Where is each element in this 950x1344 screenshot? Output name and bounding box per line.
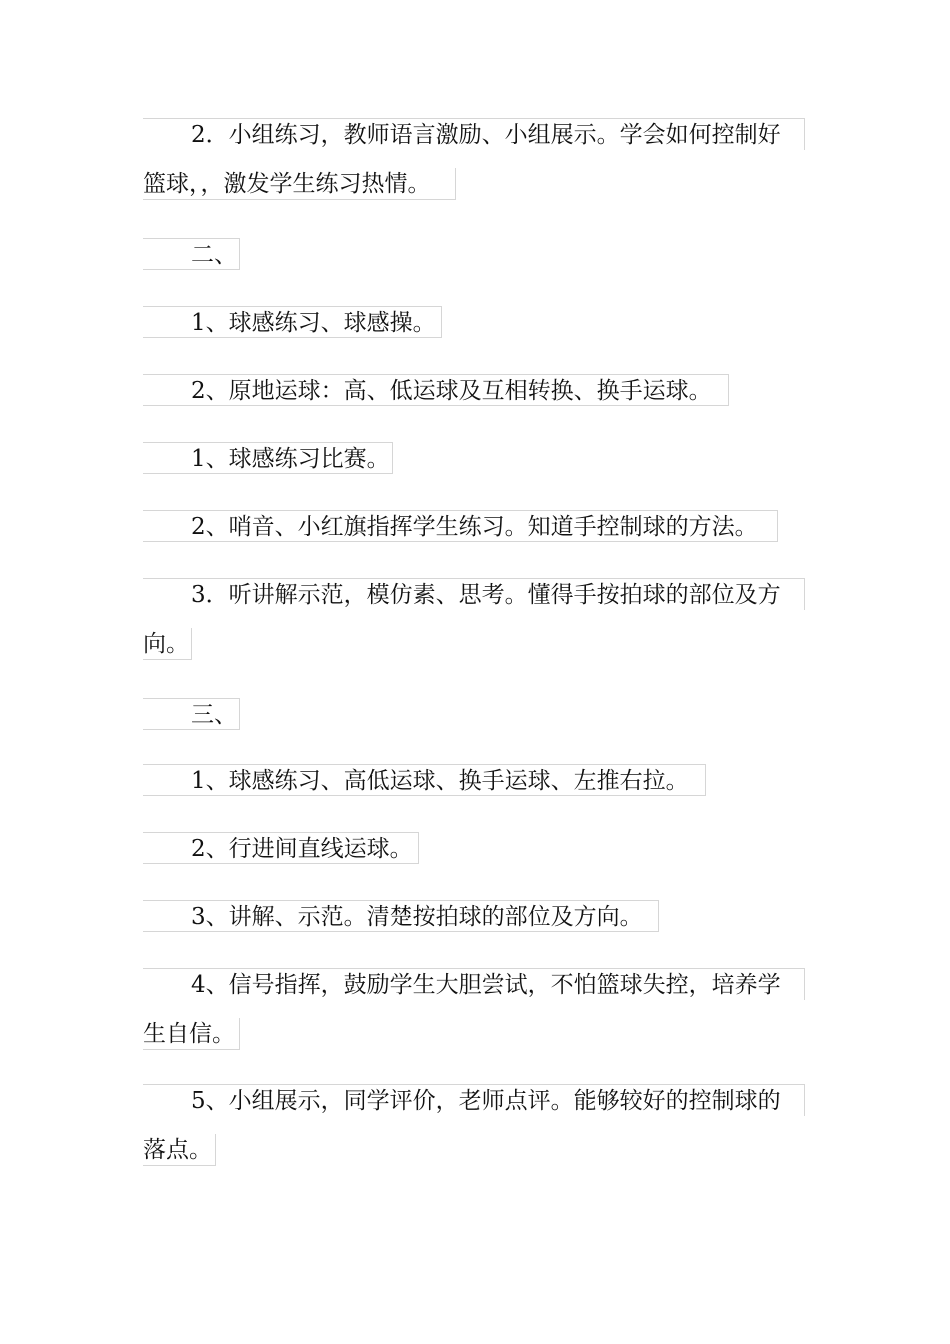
paragraph-line: 1、球感练习比赛。: [143, 442, 393, 474]
paragraph-line: 3、讲解、示范。清楚按拍球的部位及方向。: [143, 900, 659, 932]
paragraph-line: 落点。: [143, 1134, 216, 1166]
section-heading-3: 三、: [143, 698, 240, 730]
paragraph-line: 1、球感练习、高低运球、换手运球、左推右拉。: [143, 764, 706, 796]
paragraph-line: 4、信号指挥，鼓励学生大胆尝试，不怕篮球失控，培养学: [143, 968, 805, 1000]
paragraph-line: 向。: [143, 628, 192, 660]
paragraph-line: 2、哨音、小红旗指挥学生练习。知道手控制球的方法。: [143, 510, 778, 542]
paragraph-line: 2、原地运球：高、低运球及互相转换、换手运球。: [143, 374, 729, 406]
paragraph-line: 1、球感练习、球感操。: [143, 306, 442, 338]
paragraph-line: 生自信。: [143, 1018, 240, 1050]
section-heading-2: 二、: [143, 238, 240, 270]
paragraph-1-line-1: 2．小组练习，教师语言激励、小组展示。学会如何控制好: [143, 118, 805, 150]
paragraph-line: 2、行进间直线运球。: [143, 832, 419, 864]
paragraph-1-line-2: 篮球，，激发学生练习热情。: [143, 168, 456, 200]
paragraph-line: 3．听讲解示范，模仿素、思考。懂得手按拍球的部位及方: [143, 578, 805, 610]
paragraph-line: 5、小组展示，同学评价，老师点评。能够较好的控制球的: [143, 1084, 805, 1116]
